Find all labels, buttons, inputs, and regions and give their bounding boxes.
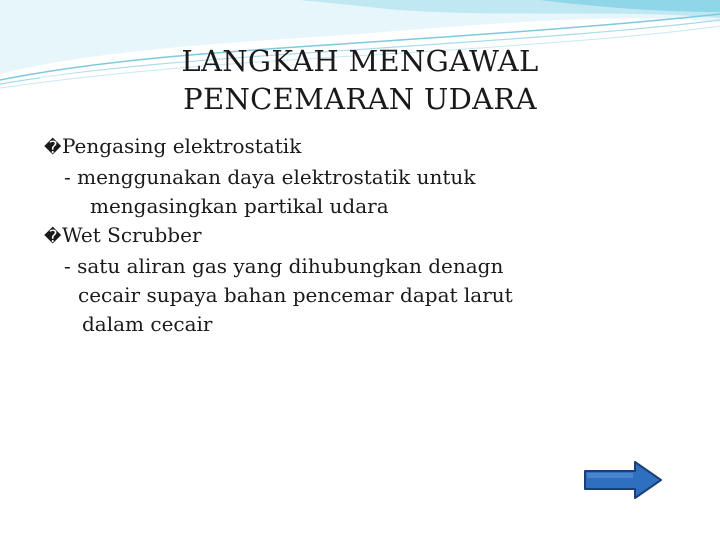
bullet-detail-line: - menggunakan daya elektrostatik untuk [64,165,476,189]
bullet-detail-line: - satu aliran gas yang dihubungkan denagn [64,254,504,278]
bullet-list [44,132,684,339]
bullet-glyph: � [44,138,62,158]
title-line-1: LANGKAH MENGAWAL [181,44,539,78]
bullet-detail-line: cecair supaya bahan pencemar dapat larut [78,283,513,307]
bullet-item-2 [44,221,684,252]
bullet-item-1 [44,132,684,163]
title-line-2: PENCEMARAN UDARA [183,82,537,116]
bullet-detail-line: mengasingkan partikal udara [90,194,389,218]
slide-title [150,42,570,118]
bullet-detail-line: dalam cecair [82,312,213,336]
bullet-glyph: � [44,227,62,247]
bullet-heading: Wet Scrubber [62,223,202,247]
right-arrow-icon[interactable] [583,460,663,500]
bullet-heading: Pengasing elektrostatik [62,134,302,158]
